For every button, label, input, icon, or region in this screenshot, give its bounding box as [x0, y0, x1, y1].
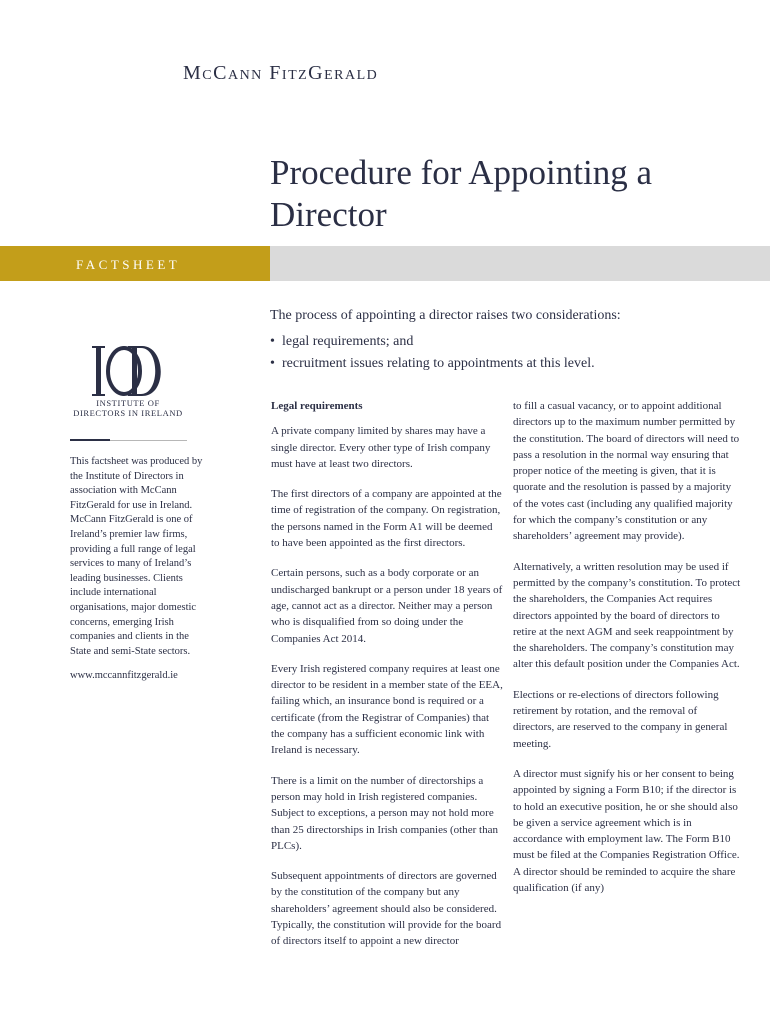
intro-section [270, 308, 740, 378]
column-left [271, 398, 503, 964]
sidebar-url[interactable]: www.mccannfitzgerald.ie [70, 670, 178, 682]
paragraph: Certain persons, such as a body corporate or an undischarged bankrupt or a person under 18 years of age, cannot act as a director. Neither may a person who is disqualified from so doing under the Companies Act 2014. [271, 567, 503, 645]
factsheet-band-gray [270, 246, 770, 281]
sidebar-text [70, 455, 205, 694]
paragraph: A private company limited by shares may have a single director. Every other type of Irish company must have at least two directors. [271, 425, 491, 470]
sidebar-divider-dark [70, 439, 110, 441]
paragraph: The first directors of a company are appointed at the time of registration of the company. On registration, the persons named in the Form A1 will be deemed to have been appointed as the first directors. [271, 488, 502, 550]
sidebar-divider-light [110, 440, 187, 441]
intro-bullets [270, 334, 740, 372]
sidebar-blurb: This factsheet was produced by the Institute of Directors in association with McCann FitzGerald for use in Ireland. McCann FitzGerald is one of Ireland’s premier law firms, providing a full range of legal services to many of Ireland’s leading businesses. Clients include international organisations, major domestic concerns, emerging Irish companies and clients in the State and semi-State sectors. [70, 456, 203, 657]
factsheet-label: FACTSHEET [76, 257, 181, 272]
list-item: • recruitment issues relating to appointments at this level. [270, 356, 740, 372]
column-right [513, 398, 741, 910]
paragraph: Every Irish registered company requires at least one director to be resident in a member state of the EEA, failing which, an insurance bond is required or a certificate (from the Registrar of Companies) that the company has a sufficient economic link with Ireland is necessary. [271, 662, 503, 757]
iod-logo-text: INSTITUTE OF DIRECTORS IN IRELAND [73, 398, 183, 418]
list-item: • legal requirements; and [270, 334, 740, 350]
paragraph: There is a limit on the number of directorships a person may hold in Irish registered companies. Subject to exceptions, a person may not hold more than 25 directorships in Irish companies (other than PLCs). [271, 774, 498, 852]
paragraph: A director must signify his or her consent to being appointed by signing a Form B10; if the director is to hold an executive position, he or she should also be given a service agreement which is in accordance with employment law. The Form B10 must be filed at the Companies Registration Office. A director should be reminded to acquire the share qualification (if any) [513, 767, 740, 895]
paragraph: Elections or re-elections of directors following retirement by rotation, and the removal of directors, are reserved to the company in general meeting. [513, 688, 728, 750]
page-title: Procedure for Appointing a Director [270, 153, 652, 234]
paragraph: Subsequent appointments of directors are governed by the constitution of the company but any shareholders’ agreement should also be considered. Typically, the constitution will provide for the board of directors itself to appoint a new director [271, 870, 502, 948]
paragraph: to fill a casual vacancy, or to appoint additional directors up to the maximum number permitted by the constitution. The board of directors will need to pass a resolution in the normal way ensuring that proper notice of the meeting is given, that it is quorate and the resolution is passed by a majority of the votes cast (including any qualified majority for which the company’s constitution or any shareholders’ agreement may provide). [513, 400, 740, 543]
intro-lead: The process of appointing a director raises two considerations: [270, 308, 621, 323]
paragraph: Alternatively, a written resolution may be used if permitted by the company’s constitution. To protect the shareholders, the Companies Act requires directors appointed by the board of directors to retire at the next AGM and seek reappointment by the shareholders. The company’s constitution may alter this default position under the Companies Act. [513, 560, 741, 671]
firm-logo: McCann FitzGerald [183, 62, 379, 84]
iod-logo-mark [88, 342, 168, 400]
section-heading: Legal requirements [271, 400, 363, 412]
